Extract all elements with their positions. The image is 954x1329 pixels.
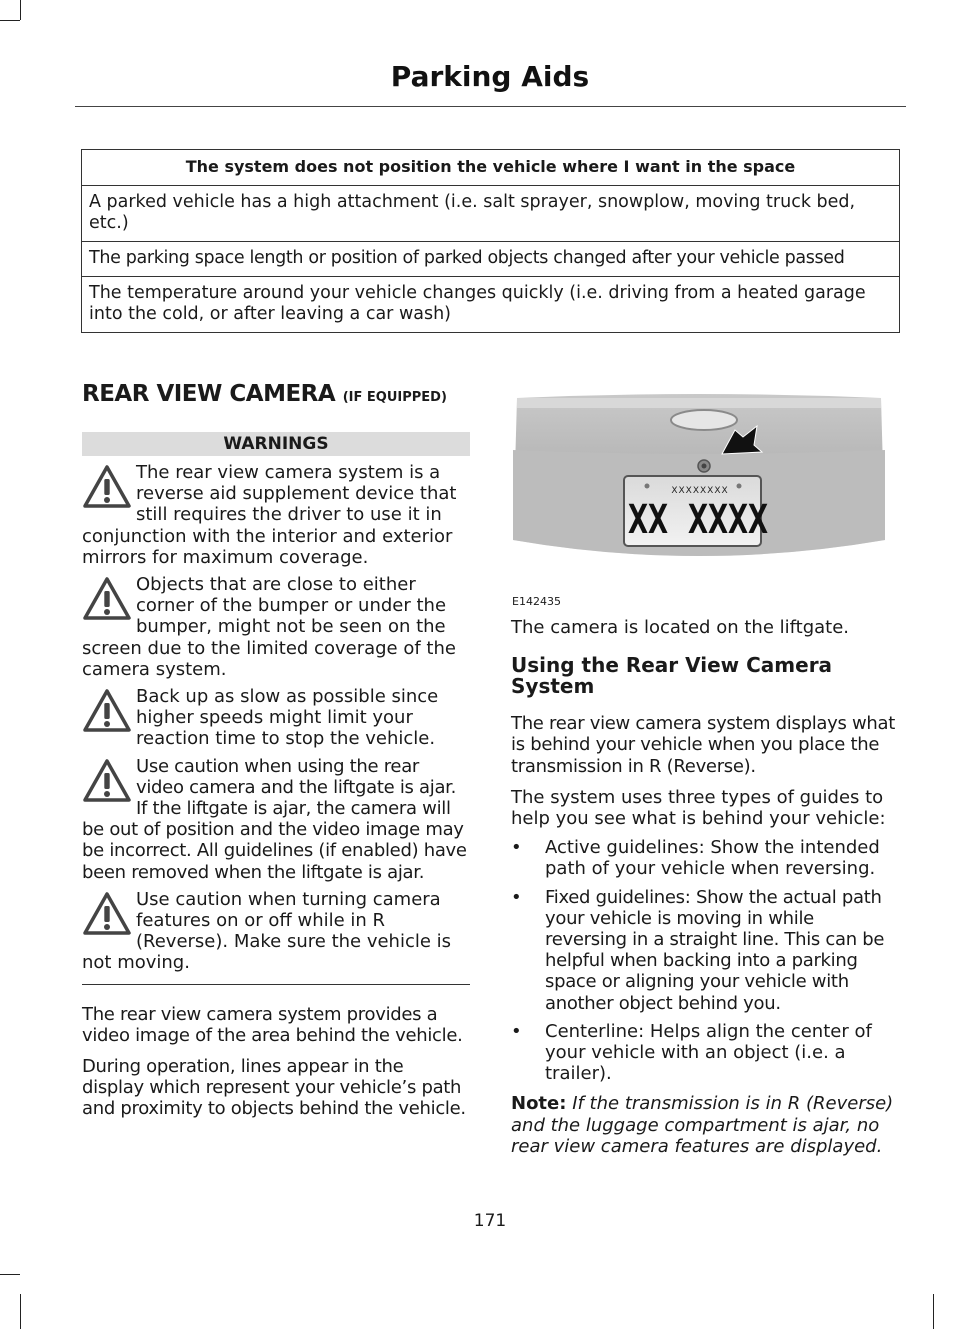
warning-icon bbox=[82, 758, 132, 804]
warning-text: The rear view camera system is a reverse aid supplement device that still requires the driver to use it in conjunction with the interior and exterior mirrors for maximum coverage. bbox=[82, 462, 457, 568]
warning-text: Use caution when turning camera features on or off while in R (Reverse). Make sure the vehicle is not moving. bbox=[82, 888, 452, 974]
note-text: If the transmission is in R (Reverse) and the luggage compartment is ajar, no rear view camera features are displayed. bbox=[511, 1093, 894, 1157]
warning-item bbox=[82, 574, 470, 680]
table-cell: A parked vehicle has a high attachment (i.e. salt sprayer, snowplow, moving truck bed, etc.) bbox=[82, 186, 900, 242]
warning-icon bbox=[82, 464, 132, 510]
page-number: 171 bbox=[473, 1211, 507, 1231]
crop-mark bbox=[0, 1274, 20, 1275]
bullet-marker: • bbox=[511, 886, 522, 908]
list-item bbox=[511, 1021, 901, 1085]
bullet-marker: • bbox=[511, 1020, 522, 1042]
figure-caption: The camera is located on the liftgate. bbox=[511, 617, 850, 638]
warning-text: Objects that are close to either corner of the bumper or under the bumper, might not be seen on the screen due to the limited coverage of the camera system. bbox=[82, 574, 456, 680]
table-cell: The parking space length or position of parked objects changed after your vehicle passed bbox=[82, 242, 900, 277]
table-row bbox=[82, 186, 900, 242]
warning-text: Use caution when using the rear video camera and the liftgate is ajar. If the liftgate is ajar, the camera will be out of position and the video image may be incorrect. All guidelines (if enabled) have been removed when the liftgate is ajar. bbox=[82, 755, 467, 883]
left-column bbox=[82, 381, 470, 1120]
list-item-text: Fixed guidelines: Show the actual path your vehicle is moving in while reversing in a straight line. This can be helpful when backing into a parking space or aligning your vehicle with another object behind you. bbox=[545, 886, 885, 1014]
warning-icon bbox=[82, 576, 132, 622]
section-title-suffix: (IF EQUIPPED) bbox=[342, 390, 447, 405]
title-divider bbox=[75, 106, 906, 107]
section-title bbox=[82, 381, 470, 407]
note-label: Note: bbox=[511, 1093, 567, 1115]
crop-mark bbox=[20, 1294, 21, 1329]
warning-item bbox=[82, 686, 470, 750]
body-paragraph: The system uses three types of guides to help you see what is behind your vehicle: bbox=[511, 786, 886, 830]
warnings-divider bbox=[82, 984, 470, 985]
list-item-text: Active guidelines: Show the intended path of your vehicle when reversing. bbox=[545, 837, 880, 880]
body-paragraph: The rear view camera system provides a video image of the area behind the vehicle. bbox=[82, 1003, 463, 1046]
table-header: The system does not position the vehicle where I want in the space bbox=[82, 150, 900, 186]
bullet-marker: • bbox=[511, 837, 522, 859]
body-paragraph: The rear view camera system displays what is behind your vehicle when you place the transmission in R (Reverse). bbox=[511, 713, 896, 777]
table-row bbox=[82, 277, 900, 333]
right-column bbox=[511, 390, 901, 1157]
table-row bbox=[82, 242, 900, 277]
warning-icon bbox=[82, 688, 132, 734]
page-title: Parking Aids bbox=[390, 60, 590, 93]
crop-mark bbox=[0, 20, 20, 21]
list-item bbox=[511, 887, 901, 1014]
crop-mark bbox=[20, 0, 21, 20]
list-item bbox=[511, 837, 901, 879]
subheading: Using the Rear View Camera System bbox=[511, 653, 833, 699]
plate-small-text: XXXXXXXX bbox=[671, 486, 729, 496]
table-header-row bbox=[82, 150, 900, 186]
figure-code: E142435 bbox=[512, 595, 561, 608]
troubleshooting-table bbox=[81, 149, 900, 333]
note bbox=[511, 1093, 901, 1157]
warning-item bbox=[82, 889, 470, 974]
warning-item bbox=[82, 756, 470, 883]
warning-icon bbox=[82, 891, 132, 937]
warnings-heading: WARNINGS bbox=[82, 432, 470, 456]
plate-big-text: XX XXXX bbox=[628, 497, 768, 543]
list-item-text: Centerline: Helps align the center of your vehicle with an object (i.e. a trailer). bbox=[545, 1020, 872, 1085]
warning-text: Back up as slow as possible since higher speeds might limit your reaction time to stop the vehicle. bbox=[136, 686, 439, 750]
liftgate-camera-illustration bbox=[511, 390, 885, 572]
body-paragraph: During operation, lines appear in the display which represent your vehicle’s path and proximity to objects behind the vehicle. bbox=[82, 1056, 466, 1120]
warning-item bbox=[82, 462, 470, 568]
crop-mark bbox=[933, 1294, 934, 1329]
table-cell: The temperature around your vehicle changes quickly (i.e. driving from a heated garage into the cold, or after leaving a car wash) bbox=[82, 277, 900, 333]
section-title-text: REAR VIEW CAMERA bbox=[82, 381, 336, 407]
